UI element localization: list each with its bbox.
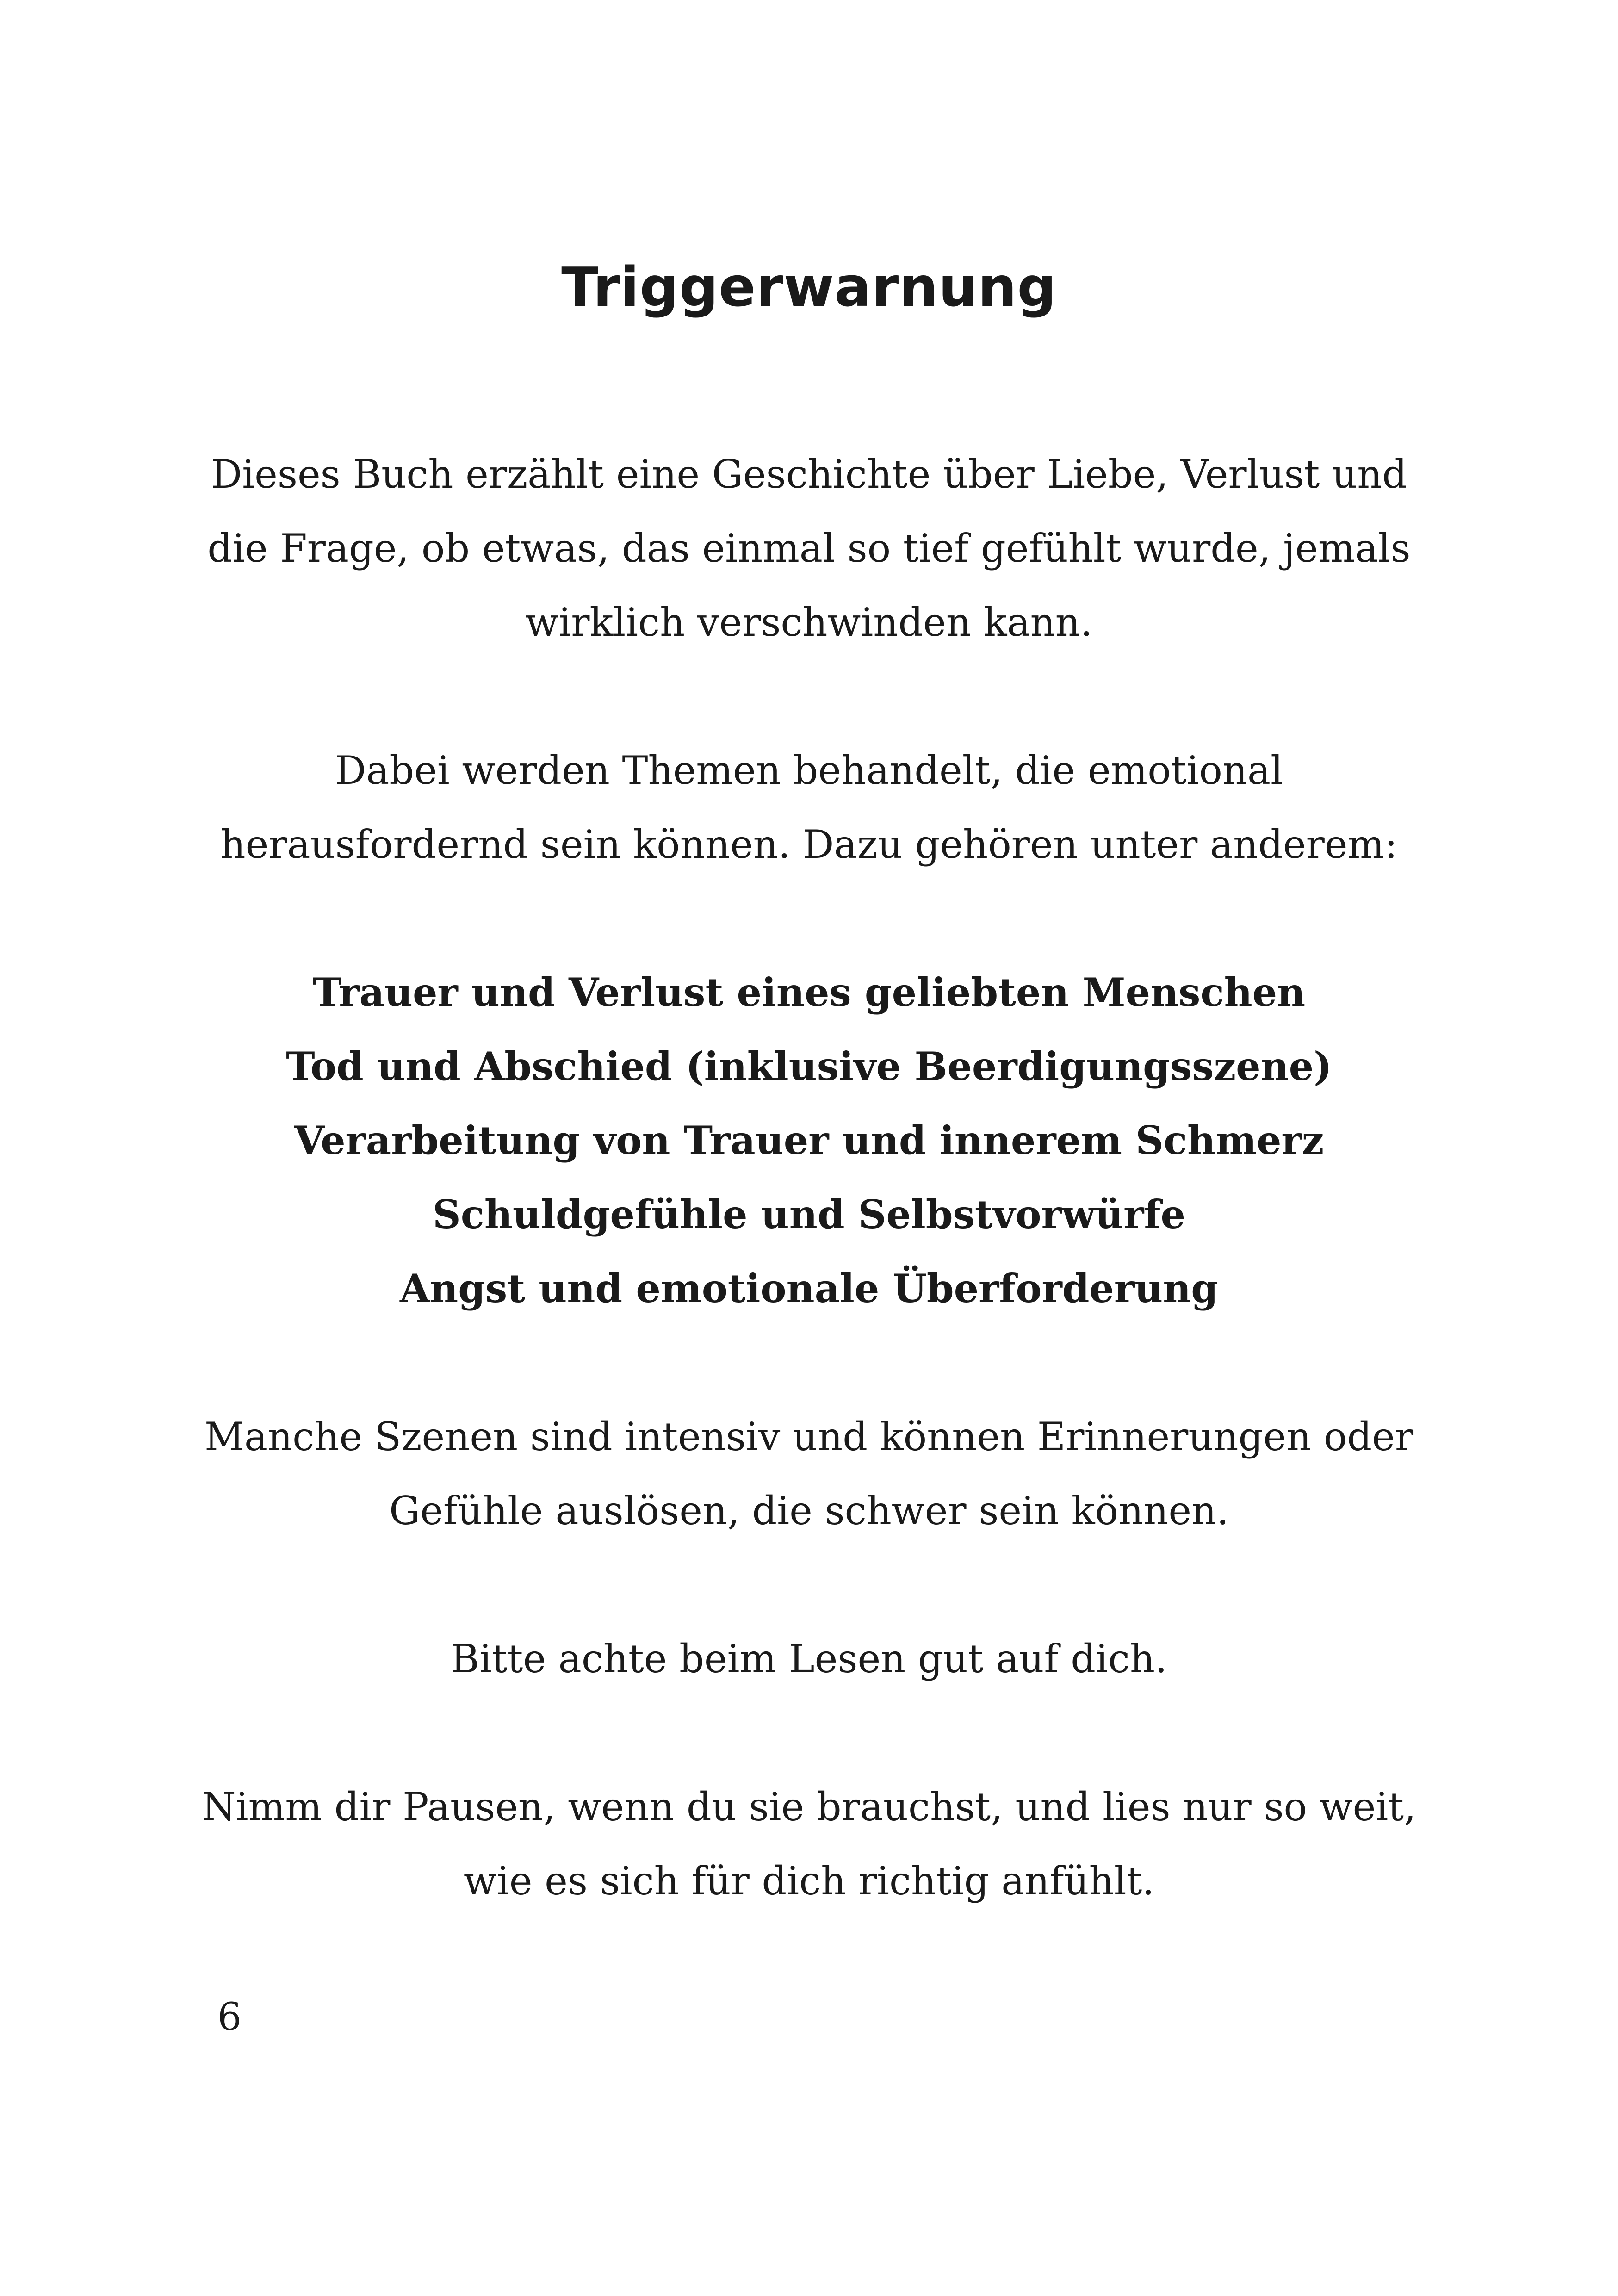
pause-line: wie es sich für dich richtig anfühlt. xyxy=(463,1858,1155,1904)
pause-paragraph xyxy=(185,1770,1433,1918)
intro-line: Dieses Buch erzählt eine Geschichte über Liebe, Verlust und xyxy=(211,452,1407,497)
trigger-topic-item: Schuldgefühle und Selbstvorwürfe xyxy=(433,1191,1185,1237)
trigger-topic-item: Verarbeitung von Trauer und innerem Schmerz xyxy=(294,1117,1324,1163)
intro-line: die Frage, ob etwas, das einmal so tief gefühlt wurde, jemals xyxy=(207,526,1411,571)
trigger-topic-item: Angst und emotionale Überforderung xyxy=(399,1266,1219,1311)
themes-paragraph xyxy=(185,733,1433,881)
intro-line: wirklich verschwinden kann. xyxy=(525,600,1093,645)
care-paragraph xyxy=(185,1622,1433,1696)
care-line: Bitte achte beim Lesen gut auf dich. xyxy=(451,1636,1167,1682)
page-number: 6 xyxy=(217,1995,242,2039)
themes-line: Dabei werden Themen behandelt, die emotional xyxy=(335,748,1283,793)
trigger-topic-item: Tod und Abschied (inklusive Beerdigungsszene) xyxy=(286,1043,1332,1089)
intensity-line: Manche Szenen sind intensiv und können Erinnerungen oder xyxy=(204,1414,1414,1459)
trigger-topic-list xyxy=(185,956,1433,1326)
themes-line: herausfordernd sein können. Dazu gehören unter anderem: xyxy=(220,822,1398,867)
intro-paragraph xyxy=(185,437,1433,659)
intensity-line: Gefühle auslösen, die schwer sein können. xyxy=(389,1488,1229,1533)
page-title: Triggerwarnung xyxy=(561,255,1057,319)
trigger-topic-item: Trauer und Verlust eines geliebten Menschen xyxy=(312,969,1306,1015)
intensity-paragraph xyxy=(185,1400,1433,1548)
pause-line: Nimm dir Pausen, wenn du sie brauchst, und lies nur so weit, xyxy=(202,1784,1416,1830)
